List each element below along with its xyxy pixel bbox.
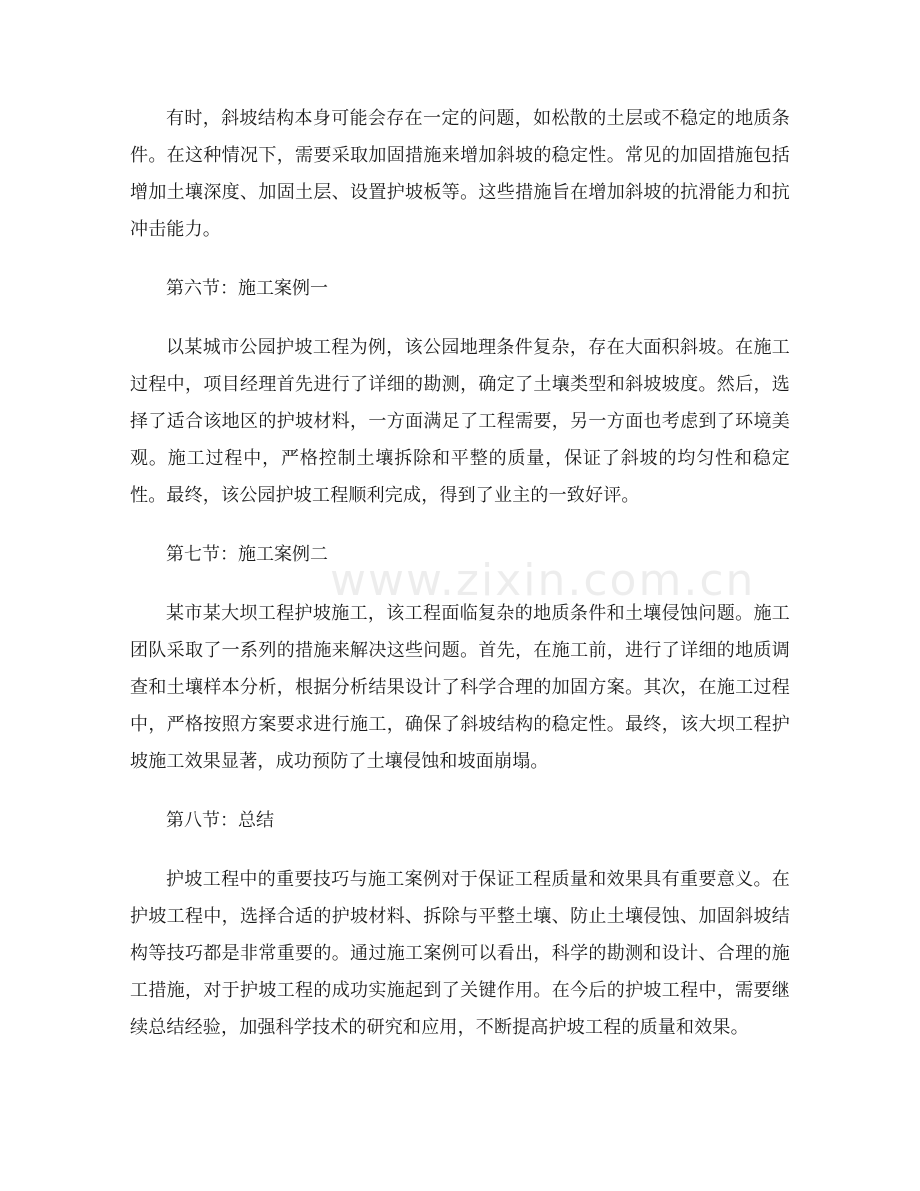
section-heading-8: 第八节：总结: [166, 810, 274, 831]
paragraph-case-one: 以某城市公园护坡工程为例，该公园地理条件复杂，存在大面积斜坡。在施工过程中，项目经理首先进行了详细的勘测，确定了土壤类型和斜坡坡度。然后，选择了适合该地区的护坡材料，一方面满足了工程需要，另一方面也考虑到了环境美观。施工过程中，严格控制土壤拆除和平整的质量，保证了斜坡的均匀性和稳定性。最终，该公园护坡工程顺利完成，得到了业主的一致好评。: [130, 337, 790, 506]
watermark: www.zixin.com.cn: [330, 555, 756, 606]
section-heading-6: 第六节：施工案例一: [166, 278, 328, 299]
document-page: [130, 100, 790, 1046]
paragraph-slope-reinforcement: 有时，斜坡结构本身可能会存在一定的问题，如松散的土层或不稳定的地质条件。在这种情况下，需要采取加固措施来增加斜坡的稳定性。常见的加固措施包括增加土壤深度、加固土层、设置护坡板等。这些措施旨在增加斜坡的抗滑能力和抗冲击能力。: [130, 108, 790, 240]
paragraph-case-two: 某市某大坝工程护坡施工，该工程面临复杂的地质条件和土壤侵蚀问题。施工团队采取了一系列的措施来解决这些问题。首先，在施工前，进行了详细的地质调查和土壤样本分析，根据分析结果设计了科学合理的加固方案。其次，在施工过程中，严格按照方案要求进行施工，确保了斜坡结构的稳定性。最终，该大坝工程护坡施工效果显著，成功预防了土壤侵蚀和坡面崩塌。: [130, 603, 790, 772]
paragraph-summary: 护坡工程中的重要技巧与施工案例对于保证工程质量和效果具有重要意义。在护坡工程中，选择合适的护坡材料、拆除与平整土壤、防止土壤侵蚀、加固斜坡结构等技巧都是非常重要的。通过施工案例可以看出，科学的勘测和设计、合理的施工措施，对于护坡工程的成功实施起到了关键作用。在今后的护坡工程中，需要继续总结经验，加强科学技术的研究和应用，不断提高护坡工程的质量和效果。: [130, 869, 790, 1038]
section-heading-7: 第七节：施工案例二: [166, 544, 328, 565]
